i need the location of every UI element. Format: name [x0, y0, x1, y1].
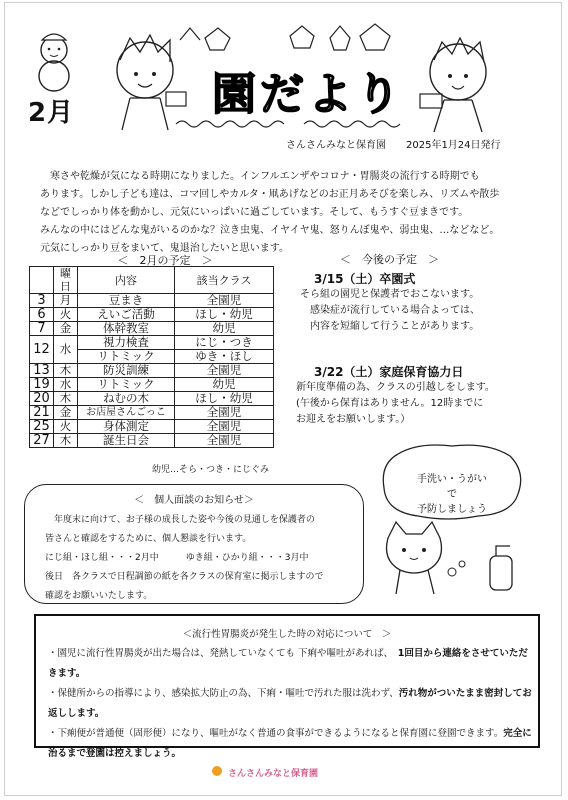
notice-item [48, 684, 532, 724]
cell-weekday: 月 [54, 294, 78, 308]
table-row [30, 322, 274, 336]
table-row [30, 420, 274, 434]
cell-day: 25 [30, 420, 54, 434]
notice-text: ・園児に流行性胃腸炎が出た場合は、発熱していなくても 下痢や嘔吐があれば、 [48, 648, 389, 659]
cell-weekday: 水 [54, 336, 78, 364]
cell-content: 体幹教室 [78, 322, 175, 336]
cell-day: 27 [30, 434, 54, 448]
interview-title: ＜ 個人面談のお知らせ＞ [134, 495, 254, 506]
cell-content: 誕生日会 [78, 434, 175, 448]
cell-content: お店屋さんごっこ [78, 406, 175, 420]
notice-emphasis: 1回目から連絡をさせていただきます。 [48, 648, 528, 679]
intro-line: みんなの中にはどんな鬼がいるのかな？泣き虫鬼、イヤイヤ鬼、怒りんぼ鬼や、弱虫鬼、…などなど。 [40, 225, 500, 236]
cell-weekday: 火 [54, 308, 78, 322]
cell-day: 6 [30, 308, 54, 322]
event-home-care-body [296, 380, 536, 428]
notice-text: ・下痢便が普通便（固形便）になり、嘔吐がなく普通の食事ができるようになると保育園に登園できます。 [48, 728, 504, 739]
schedule-table [29, 266, 274, 448]
handwash-message [392, 472, 512, 517]
intro-line: などでしっかり体を動かし、元気にいっぱいに過ごしています。そして、もうすぐ豆まきです。 [40, 207, 469, 218]
notice-item [48, 644, 532, 684]
event-graduation-title: 3/15（土）卒園式 [314, 272, 416, 286]
interview-line: 皆さんと確認をするために、個人懇談を行います。 [45, 534, 252, 544]
cell-weekday: 木 [54, 434, 78, 448]
notice-item [48, 724, 532, 764]
month-label: 2月 [28, 98, 75, 128]
upcoming-title: ＜ 今後の予定 ＞ [340, 253, 439, 266]
interview-line: にじ組・ほし組・・・2月中 ゆき組・ひかり組・・・3月中 [45, 553, 309, 563]
cell-class: ほし・幼児 [175, 308, 274, 322]
cell-content: リトミック [78, 350, 175, 364]
notice-emphasis: 完全に治るまで登園は控えましょう。 [48, 728, 532, 759]
event-line: お迎えをお願いします。） [296, 414, 411, 425]
interview-body [45, 511, 355, 606]
cell-weekday: 金 [54, 406, 78, 420]
oni-child-right-illustration [406, 32, 516, 142]
table-row [30, 364, 274, 378]
cell-content: 視力検査 [78, 336, 175, 350]
sun-logo-icon [208, 764, 226, 778]
cell-day: 7 [30, 322, 54, 336]
bubble-line: で [447, 489, 457, 500]
cell-class: にじ・つき [175, 336, 274, 350]
intro-paragraph [40, 168, 530, 258]
cell-weekday: 木 [54, 364, 78, 378]
cell-day: 21 [30, 406, 54, 420]
cell-day: 13 [30, 364, 54, 378]
intro-line: 寒さや乾燥が気になる時期になりました。インフルエンザやコロナ・胃腸炎の流行する時期でも [40, 171, 480, 182]
cell-weekday: 木 [54, 392, 78, 406]
interview-notice-box [24, 484, 364, 604]
notice-title: ＜流行性胃腸炎が発生した時の対応について ＞ [182, 629, 392, 640]
cell-day: 20 [30, 392, 54, 406]
footer-logo-text: さんさんみなと保育園 [228, 769, 319, 779]
cell-class: 全園児 [175, 420, 274, 434]
table-row [30, 392, 274, 406]
cell-weekday: 金 [54, 322, 78, 336]
header-cell-content: 内容 [78, 267, 175, 294]
interview-line: 確認をお願いいたします。 [45, 591, 153, 601]
bubble-line: 手洗い・うがい [417, 474, 487, 485]
event-line: 新年度準備の為、クラスの引越しをします。 [296, 382, 495, 393]
cell-content: 防災訓練 [78, 364, 175, 378]
table-header-row [30, 267, 274, 294]
cell-day: 19 [30, 378, 54, 392]
cell-class: 幼児 [175, 378, 274, 392]
schedule-title: ＜ 2月の予定 ＞ [117, 254, 213, 267]
event-line: そら組の園児と保護者でおこないます。 [300, 289, 480, 300]
table-row [30, 378, 274, 392]
cell-content: えいご活動 [78, 308, 175, 322]
header-cell-class: 該当クラス [175, 267, 274, 294]
gastroenteritis-notice-box [34, 614, 540, 759]
event-line: 感染症が流行している場合よっては、 [300, 305, 480, 316]
event-home-care-title: 3/22（土）家庭保育協力日 [314, 365, 464, 379]
table-row [30, 336, 274, 350]
newsletter-title: 園だより [212, 69, 404, 120]
header-cell-weekday: 曜日 [54, 267, 78, 294]
table-row [30, 308, 274, 322]
cell-class: 全園児 [175, 434, 274, 448]
bubble-line: 予防しましょう [417, 504, 487, 515]
cell-class: 幼児 [175, 322, 274, 336]
header-cell-day [30, 267, 54, 294]
cell-class: 全園児 [175, 406, 274, 420]
table-row [30, 294, 274, 308]
cell-class: ゆき・ほし [175, 350, 274, 364]
interview-line: 年度末に向けて、お子様の成長した姿や今後の見通しを保護者の [45, 515, 315, 525]
class-legend: 幼児…そら・つき・にじぐみ [152, 465, 270, 475]
event-graduation-body [300, 287, 515, 335]
cell-content: ねむの木 [78, 392, 175, 406]
intro-line: あります。しかし子ども達は、コマ回しやカルタ・凧あげなどのお正月あそびを楽しみ、リズムや散歩 [40, 189, 500, 200]
cell-content: リトミック [78, 378, 175, 392]
notice-body [48, 644, 532, 764]
snowman-illustration [28, 28, 88, 94]
cell-class: ほし・幼児 [175, 392, 274, 406]
event-line: (午後から保育はありません。12時までに [296, 398, 484, 409]
cell-weekday: 火 [54, 420, 78, 434]
issuer-and-date: さんさんみなと保育園 2025年1月24日発行 [286, 140, 501, 151]
table-row [30, 434, 274, 448]
notice-emphasis: 汚れ物がついたまま密封してお返しします。 [48, 688, 532, 719]
notice-text: ・保健所からの指導により、感染拡大防止の為、下痢・嘔吐で汚れた服は洗わず、 [48, 688, 399, 699]
interview-line: 後日 各クラスで日程調節の紙を各クラスの保育室に掲示しますので [45, 572, 324, 582]
cat-handwashing-illustration [378, 520, 528, 598]
cell-class: 全園児 [175, 364, 274, 378]
cell-content: 身体測定 [78, 420, 175, 434]
event-line: 内容を短縮して行うことがあります。 [300, 321, 480, 332]
cell-class: 全園児 [175, 294, 274, 308]
oni-mask-row-illustration [160, 20, 410, 56]
cell-day: 12 [30, 336, 54, 364]
table-row [30, 406, 274, 420]
intro-line: 元気にしっかり豆をまいて、鬼退治したいと思います。 [40, 243, 289, 254]
cell-day: 3 [30, 294, 54, 308]
cell-content: 豆まき [78, 294, 175, 308]
cell-weekday: 水 [54, 378, 78, 392]
